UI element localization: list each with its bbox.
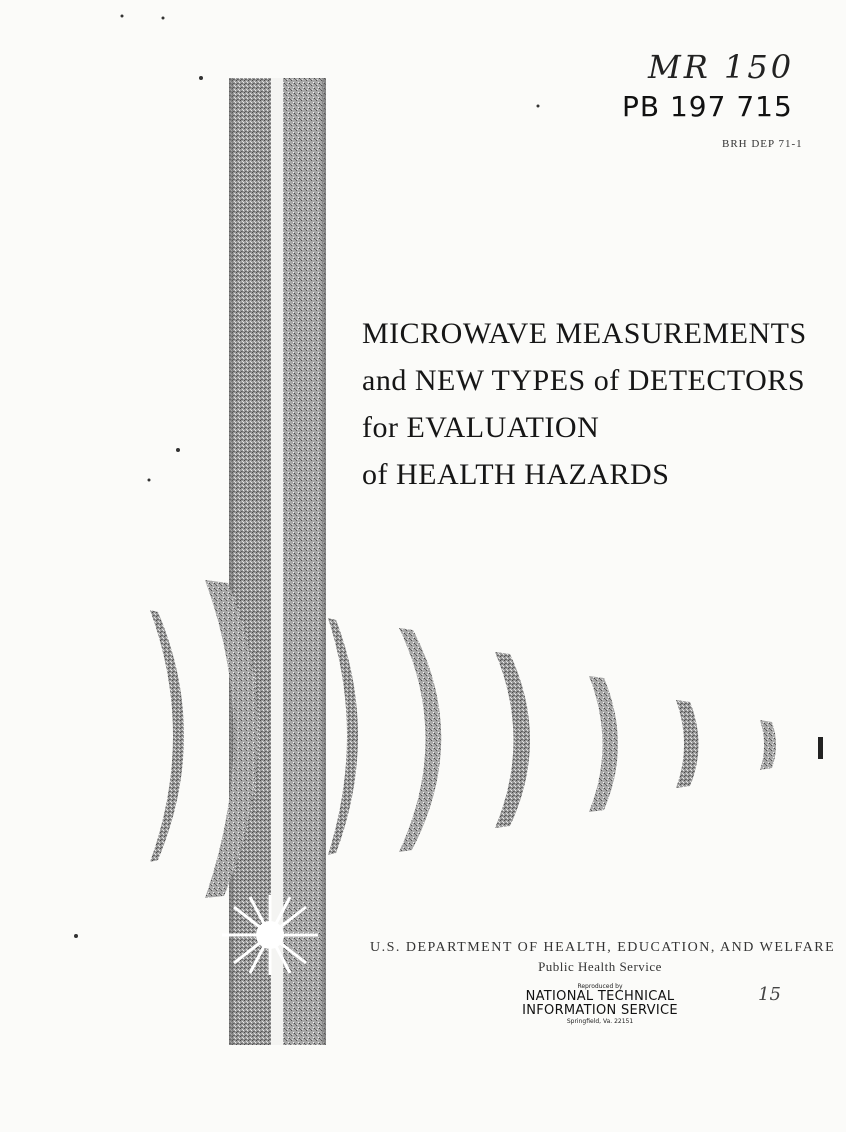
wave-arc-6 [589,676,618,812]
wave-arc-7 [676,700,699,788]
ntis-location: Springfield, Va. 22151 [566,1018,634,1025]
ntis-name-line1: NATIONAL TECHNICAL [525,989,675,1004]
light-burst [222,895,318,975]
wave-arc-4 [399,628,441,852]
wave-arc-9 [818,737,823,759]
service-name: Public Health Service [538,959,662,974]
bar-edge-shade-right [322,78,326,1045]
reproduced-by-label: Reproduced by [577,983,623,990]
wave-arc-8 [760,720,776,770]
bar-gap [271,78,283,1045]
department-name: U.S. DEPARTMENT OF HEALTH, EDUCATION, AND WELFARE [370,940,836,955]
handwritten-note: MR 150 [648,48,795,86]
title-line: and NEW TYPES of DETECTORS [362,364,806,397]
title-line: for EVALUATION [362,411,600,444]
title-line: MICROWAVE MEASUREMENTS [362,317,807,350]
wave-arc-5 [495,652,530,828]
report-number: BRH DEP 71-1 [722,138,803,150]
document-title [362,310,807,498]
title-line: of HEALTH HAZARDS [362,458,670,491]
ntis-name-line2: INFORMATION SERVICE [522,1003,678,1018]
publisher-block [370,940,836,1025]
bar-edge-shade [229,78,233,1045]
accession-number: PB 197 715 [622,90,793,123]
wave-arc-3 [328,618,358,855]
wave-arc-1 [150,610,184,862]
handwritten-mark: 15 [758,984,781,1005]
